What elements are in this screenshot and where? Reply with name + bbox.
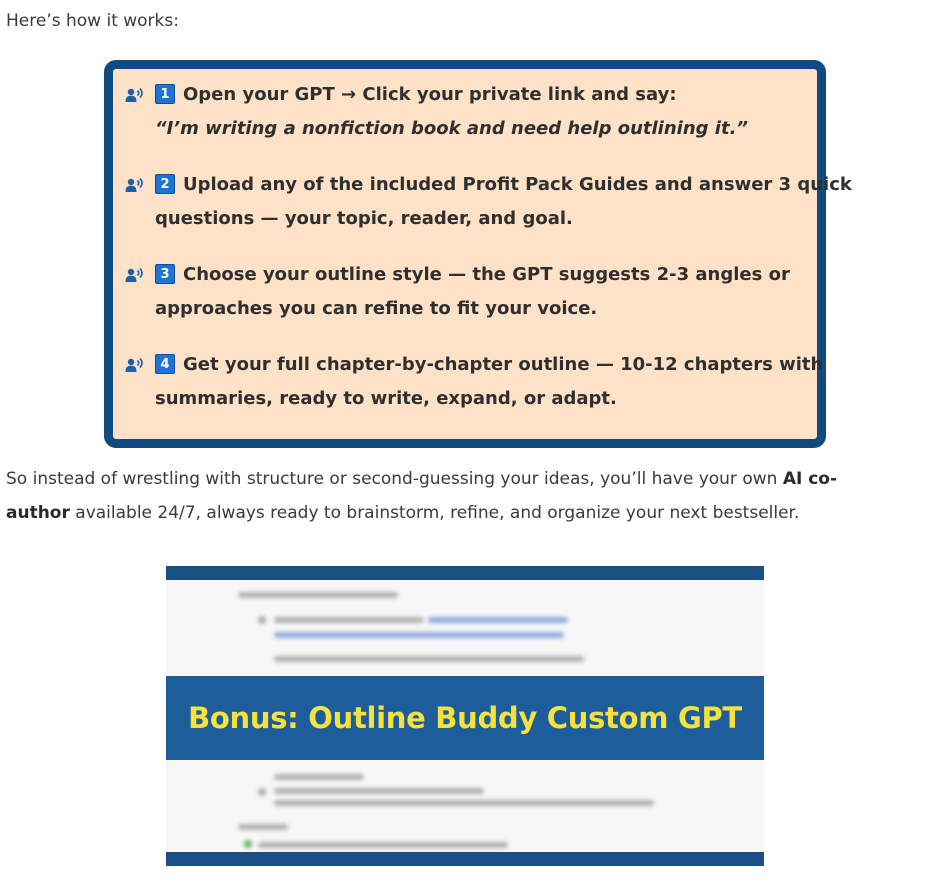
step-text: Get your full chapter-by-chapter outline — 10-12 chapters with: [183, 354, 824, 375]
intro-text: Here’s how it works:: [6, 11, 179, 31]
speaking-head-icon: [125, 87, 145, 103]
promo-bottom-bar: [166, 852, 764, 866]
keycap-number: 1: [155, 84, 175, 104]
step-text-continued: questions — your topic, reader, and goal.: [155, 208, 573, 229]
step-text: Upload any of the included Profit Pack Guides and answer 3 quick: [183, 174, 852, 195]
keycap-number: 2: [155, 174, 175, 194]
keycap-number: 4: [155, 354, 175, 374]
step-text: Open your GPT → Click your private link and say:: [183, 84, 677, 105]
summary-paragraph: So instead of wrestling with structure or second-guessing your ideas, you’ll have your own AI co- author available 24/7, always ready to brainstorm, refine, and organize your next bestseller.: [6, 469, 838, 523]
step-text: Choose your outline style — the GPT suggests 2-3 angles or: [183, 264, 790, 285]
step-text-continued: summaries, ready to write, expand, or adapt.: [155, 388, 617, 409]
bonus-promo-image: [166, 566, 764, 866]
speaking-head-icon: [125, 357, 145, 373]
keycap-number: 3: [155, 264, 175, 284]
speaking-head-icon: [125, 267, 145, 283]
ai-co-author-bold-continued: author: [6, 503, 70, 523]
bonus-banner-text: Bonus: Outline Buddy Custom GPT: [188, 701, 742, 735]
step-text-continued: approaches you can refine to fit your voice.: [155, 298, 598, 319]
promo-top-bar: [166, 566, 764, 580]
steps-box: [104, 60, 852, 448]
step-quote: “I’m writing a nonfiction book and need help outlining it.”: [155, 118, 749, 139]
bonus-banner: [166, 676, 764, 760]
speaking-head-icon: [125, 177, 145, 193]
ai-co-author-bold: AI co-: [782, 469, 838, 489]
